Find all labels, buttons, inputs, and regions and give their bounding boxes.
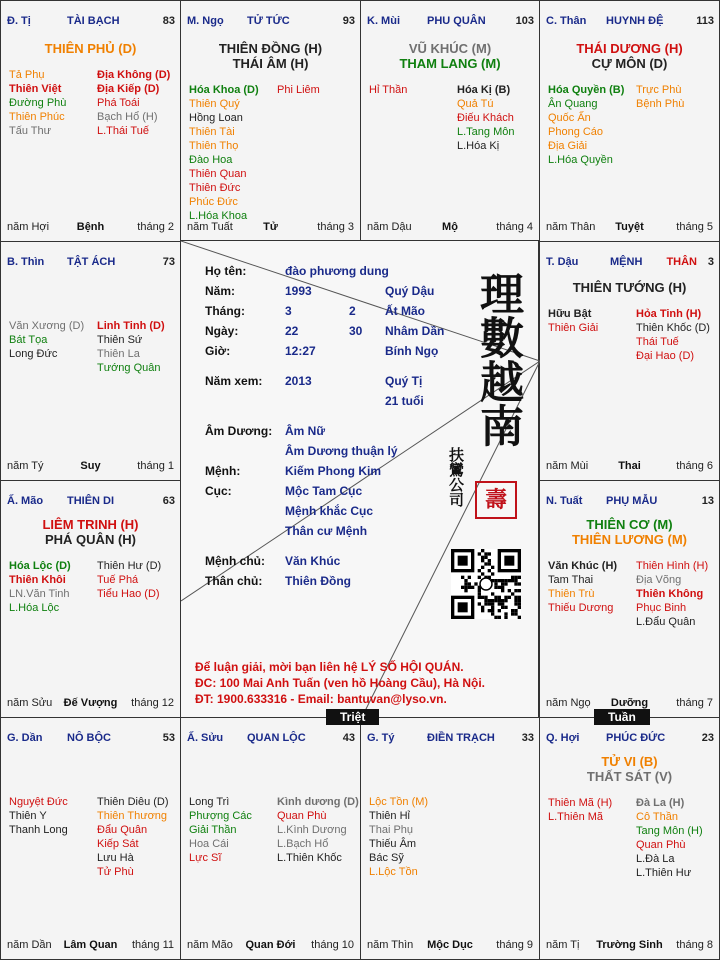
palace-ti [0,0,181,242]
star-item: Thiên Giải [548,322,599,334]
palace-year: năm Ngọ [546,697,591,709]
main-star: THIÊN ĐỒNG (H) [218,41,323,56]
palace-thin [0,241,181,481]
main-star: PHÁ QUÂN (H) [45,532,136,547]
palace-name: TẬT ÁCH [67,256,116,268]
left-stars [548,307,598,335]
main-star: VŨ KHÚC (M) [408,41,492,56]
palace-month: tháng 2 [137,221,174,233]
star-item: Phúc Đức [189,196,238,208]
month-label: Tháng: [205,304,245,318]
yinyang-label: Âm Dương: [205,424,273,438]
star-item: L.Đà La [636,853,675,865]
star-item: Tử Phù [97,866,134,878]
palace-stage: Dưỡng [610,697,649,709]
star-item: L.Hóa Kị [457,140,500,152]
palace-name: TÀI BẠCH [67,15,120,27]
palace-number: 3 [707,256,714,268]
main-star: THÁI DƯƠNG (H) [576,41,683,56]
day-value: 22 [285,324,299,338]
palace-branch: T. Dậu [546,256,579,268]
hour-can: Bính Ngọ [385,344,439,358]
palace-ngo [180,0,361,242]
palace-name: NÔ BỘC [67,732,111,744]
star-item: Đà La (H) [636,797,685,809]
star-item: Giải Thần [189,824,237,836]
star-item: Cô Thần [636,811,678,823]
day-lunar: 30 [349,324,363,338]
star-item: Hóa Lộc (D) [9,560,71,572]
main-star: CỰ MÔN (D) [591,56,668,71]
star-item: L.Lộc Tồn [369,866,418,878]
star-item: L.Hóa Khoa [189,210,248,222]
palace-year: năm Tuất [187,221,233,233]
right-stars [636,796,703,880]
palace-branch: G. Dần [7,732,43,744]
palace-name: HUYNH ĐỆ [606,15,664,27]
palace-year: năm Dần [7,939,52,951]
contact-line-2: ĐC: 100 Mai Anh Tuấn (ven hồ Hoàng Cầu), Hà Nội. [195,676,486,690]
star-item: Thiên Thọ [189,140,239,152]
menh-label: Mệnh: [205,464,241,478]
star-item: Thai Phụ [369,824,414,836]
star-item: Thiên Hỉ [369,810,410,822]
left-stars [189,83,259,223]
palace-branch: N. Tuất [546,495,583,507]
star-item: Địa Kiếp (D) [97,83,160,95]
main-star: THIÊN LƯƠNG (M) [571,532,688,547]
star-item: Thiếu Âm [369,838,417,850]
left-stars [9,319,84,361]
contact-line-1: Để luận giải, mời bạn liên hệ LÝ SỐ HỘI QUÁN. [195,660,464,674]
right-stars [457,83,514,153]
star-item: Bác Sỹ [369,852,404,864]
star-item: L.Hóa Lộc [9,602,60,614]
left-stars [369,83,407,97]
star-item: Thiên Không [636,588,704,600]
left-stars [548,559,617,615]
palace-name: MỆNH [610,256,643,268]
star-item: Tấu Thư [9,125,52,137]
palace-year: năm Mùi [546,460,589,472]
palace-name: QUAN LỘC [247,732,306,744]
palace-number: 43 [342,732,355,744]
menh-chu-value: Văn Khúc [285,554,341,568]
palace-year: năm Sửu [7,697,53,709]
right-stars [277,795,359,865]
palace-year: năm Mão [187,939,233,951]
main-star: THAM LANG (M) [399,56,501,71]
month-value: 3 [285,304,292,318]
name-value: đào phương dung [285,264,389,278]
star-item: Phá Toái [97,97,140,109]
left-stars [548,83,624,167]
seal-text: 扶鸞公司 [447,447,465,507]
view-year-label: Năm xem: [205,374,263,388]
star-item: L.Đẩu Quân [636,616,696,628]
right-stars [97,559,161,601]
star-item: Địa Võng [636,574,682,586]
left-stars [9,795,68,837]
main-star: TỬ VI (B) [601,754,658,769]
star-item: L.Bạch Hổ [277,838,329,850]
right-stars [636,83,684,111]
palace-number: 63 [162,495,175,507]
palace-name: TỬ TỨC [247,15,290,27]
star-item: Lưu Hà [97,852,134,864]
palace-branch: Đ. Tị [7,15,31,27]
left-stars [9,68,66,138]
star-item: Thiên La [97,348,140,360]
palace-year: năm Dậu [367,221,412,233]
view-year-value: 2013 [285,374,312,388]
star-item: Đường Phù [9,97,67,109]
palace-month: tháng 3 [317,221,354,233]
main-star: THẤT SÁT (V) [586,769,673,784]
palace-stage: Đế Vượng [63,697,118,709]
star-item: Thiếu Dương [548,602,614,614]
star-item: Thiên Diêu (D) [97,796,169,808]
palace-branch: C. Thân [546,15,587,27]
main-star: LIÊM TRINH (H) [42,517,139,532]
main-star: THIÊN PHỦ (D) [44,41,137,56]
palace-number: 103 [515,15,534,27]
palace-dau [539,241,720,481]
right-stars [277,83,320,97]
month-lunar: 2 [349,304,356,318]
star-item: Hóa Quyền (B) [548,84,625,96]
palace-tuat [539,480,720,718]
right-stars [636,559,708,629]
cuc-note: Mệnh khắc Cục [285,504,374,518]
star-item: Hóa Khoa (D) [189,84,259,96]
name-label: Họ tên: [205,264,247,278]
palace-month: tháng 11 [131,939,174,951]
star-item: Quả Tú [457,98,494,110]
star-item: Tướng Quân [97,362,161,374]
palace-month: tháng 10 [311,939,354,951]
star-item: Phục Binh [636,602,687,614]
main-star: THIÊN TƯỚNG (H) [572,280,687,295]
left-stars [189,795,252,865]
palace-suu [180,717,361,960]
star-item: L.Thiên Mã [548,811,604,823]
star-item: Tiểu Hao (D) [97,588,160,600]
star-item: Thanh Long [9,824,68,836]
star-item: Địa Không (D) [97,69,171,81]
palace-number: 23 [701,732,714,744]
than-chu-label: Thân chủ: [205,574,263,588]
star-item: L.Thiên Hư [636,867,692,879]
star-item: Thiên Hư (D) [97,560,162,572]
star-item: Quan Phù [277,810,327,822]
palace-number: 93 [342,15,355,27]
year-value: 1993 [285,284,312,298]
main-star: THÁI ÂM (H) [232,56,309,71]
triet-badge: Triệt [326,709,379,725]
palace-year: năm Tị [546,939,580,951]
palace-name: PHU QUÂN [427,15,486,27]
star-item: Quan Phù [636,839,686,851]
star-item: Thiên Quan [189,168,247,180]
day-label: Ngày: [205,324,239,338]
palace-stage: Mộc Dục [427,939,473,951]
calligraphy-logo: 理數越南 [472,271,523,447]
palace-number: 13 [701,495,714,507]
palace-stage: Suy [80,460,101,472]
star-item: Thiên Sứ [97,334,143,346]
palace-number: 73 [162,256,175,268]
palace-year: năm Thân [546,221,596,233]
star-item: Bệnh Phù [636,98,685,110]
palace-number: 33 [521,732,534,744]
palace-year: năm Tý [7,460,44,472]
yinyang-note: Âm Dương thuận lý [285,444,398,458]
palace-year: năm Hợi [7,221,50,233]
left-stars [9,559,71,615]
red-seal: 壽 [475,481,517,519]
star-item: Linh Tinh (D) [97,320,165,332]
palace-number: 83 [162,15,175,27]
palace-name: THIÊN DI [67,495,115,507]
year-label: Năm: [205,284,236,298]
palace-stage: Thai [618,460,641,472]
palace-stage: Mộ [442,221,458,233]
palace-number: 53 [162,732,175,744]
star-item: Tang Môn (H) [636,825,703,837]
star-item: Quốc Ấn [548,112,591,124]
star-item: Thiên Trù [548,588,595,600]
palace-mao [0,480,181,718]
age-value: 21 tuổi [385,394,424,408]
palace-stage: Bệnh [76,221,105,233]
star-item: Thiên Quý [189,98,240,110]
star-item: Văn Xương (D) [9,320,85,332]
star-item: Thiên Hình (H) [636,560,709,572]
star-item: Hoa Cái [189,838,229,850]
palace-branch: Q. Hợi [546,732,580,744]
palace-branch: Ấ. Mão [7,495,44,507]
star-item: Văn Khúc (H) [548,560,618,572]
star-item: L.Thiên Khốc [277,852,342,864]
star-item: LN.Văn Tinh [9,588,70,600]
star-item: Phượng Các [189,810,252,822]
star-item: Thiên Khốc (D) [636,322,710,334]
palace-month: tháng 4 [496,221,533,233]
star-item: Địa Giải [548,140,588,152]
star-item: Đẩu Quân [97,824,148,836]
than-chu-value: Thiên Đồng [285,574,351,588]
palace-than [539,0,720,242]
star-item: Tuế Phá [97,574,139,586]
star-item: Hữu Bật [548,308,592,320]
palace-month: tháng 9 [496,939,533,951]
palace-month: tháng 7 [676,697,713,709]
star-item: Lực Sĩ [189,852,222,864]
star-item: L.Tang Môn [457,126,515,138]
star-item: Long Trì [189,796,230,808]
palace-name: ĐIỀN TRẠCH [427,732,495,744]
palace-branch: K. Mùi [367,15,400,27]
palace-stage: Quan Đới [245,939,296,951]
palace-number: 113 [696,15,714,27]
star-item: Thiên Mã (H) [548,797,613,809]
palace-year: năm Thìn [367,939,414,951]
star-item: Lộc Tồn (M) [369,796,429,808]
palace-branch: M. Ngọ [187,15,224,27]
star-item: Tam Thai [548,574,594,586]
palace-mui [360,0,540,242]
palace-ty [360,717,540,960]
star-item: Hóa Kị (B) [457,84,511,96]
star-item: Thiên Khôi [9,574,66,586]
contact-line-3: ĐT: 1900.633316 - Email: bantuvan@lyso.vn. [195,692,447,706]
star-item: Hồng Loan [189,112,243,124]
star-item: L.Hóa Quyền [548,154,613,166]
star-item: Nguyệt Đức [9,796,68,808]
star-item: Thái Tuế [636,336,679,348]
main-star: THIÊN CƠ (M) [586,517,673,532]
palace-dan [0,717,181,960]
palace-month: tháng 12 [131,697,174,709]
star-item: Thiên Đức [189,182,241,194]
star-item: Đào Hoa [189,154,233,166]
star-item: Hỉ Thần [369,84,408,96]
star-item: Thiên Y [9,810,47,822]
hour-label: Giờ: [205,344,231,358]
hour-value: 12:27 [285,344,316,358]
star-item: Ân Quang [548,98,598,110]
palace-stage: Trường Sinh [596,939,663,951]
right-stars [97,68,170,138]
cuc-value: Mộc Tam Cục [285,484,363,498]
month-can: Ất Mão [385,304,425,318]
palace-month: tháng 1 [137,460,174,472]
star-item: L.Kình Dương [277,824,347,836]
star-item: Kình dương (D) [277,796,359,808]
year-can: Quý Dậu [385,284,435,298]
star-item: Tả Phụ [9,69,45,81]
palace-branch: G. Tý [367,732,395,744]
palace-hoi [539,717,720,960]
yinyang-value: Âm Nữ [285,424,326,438]
palace-stage: Tử [263,221,278,233]
star-item: Thiên Tài [189,126,235,138]
palace-month: tháng 8 [676,939,713,951]
left-stars [369,795,428,879]
palace-branch: B. Thìn [7,256,45,268]
star-item: L.Thái Tuế [97,125,149,137]
menh-value: Kiếm Phong Kim [285,464,382,478]
star-item: Phi Liêm [277,84,320,96]
star-item: Thiên Việt [9,83,62,95]
than-cu-note: Thân cư Mệnh [285,524,368,538]
star-item: Trực Phù [636,84,682,96]
palace-stage: Tuyệt [615,221,644,233]
palace-name: PHÚC ĐỨC [606,732,666,744]
day-can: Nhâm Dần [385,324,445,338]
center-info-panel [180,240,539,718]
view-year-can: Quý Tị [385,374,423,388]
qr-code-icon[interactable] [451,549,521,619]
star-item: Điếu Khách [457,112,514,124]
star-item: Phong Cáo [548,126,604,138]
star-item: Bạch Hổ (H) [97,111,158,123]
right-stars [97,319,165,375]
star-item: Thiên Phúc [9,111,65,123]
right-stars [636,307,710,363]
palace-branch: Ấ. Sửu [187,732,224,744]
menh-chu-label: Mệnh chủ: [205,554,265,568]
palace-month: tháng 5 [676,221,713,233]
star-item: Đại Hao (D) [636,350,695,362]
palace-name: PHỤ MẪU [606,495,658,507]
star-item: Bát Tọa [9,334,48,346]
star-item: Long Đức [9,348,58,360]
cuc-label: Cục: [205,484,232,498]
palace-stage: Lâm Quan [63,939,118,951]
star-item: Hỏa Tinh (H) [636,308,702,320]
palace-name-secondary: THÂN [666,256,697,268]
left-stars [548,796,612,824]
star-item: Thiên Thương [97,810,168,822]
right-stars [97,795,169,879]
tuan-badge: Tuần [594,709,650,725]
star-item: Kiếp Sát [97,838,139,850]
palace-month: tháng 6 [676,460,713,472]
